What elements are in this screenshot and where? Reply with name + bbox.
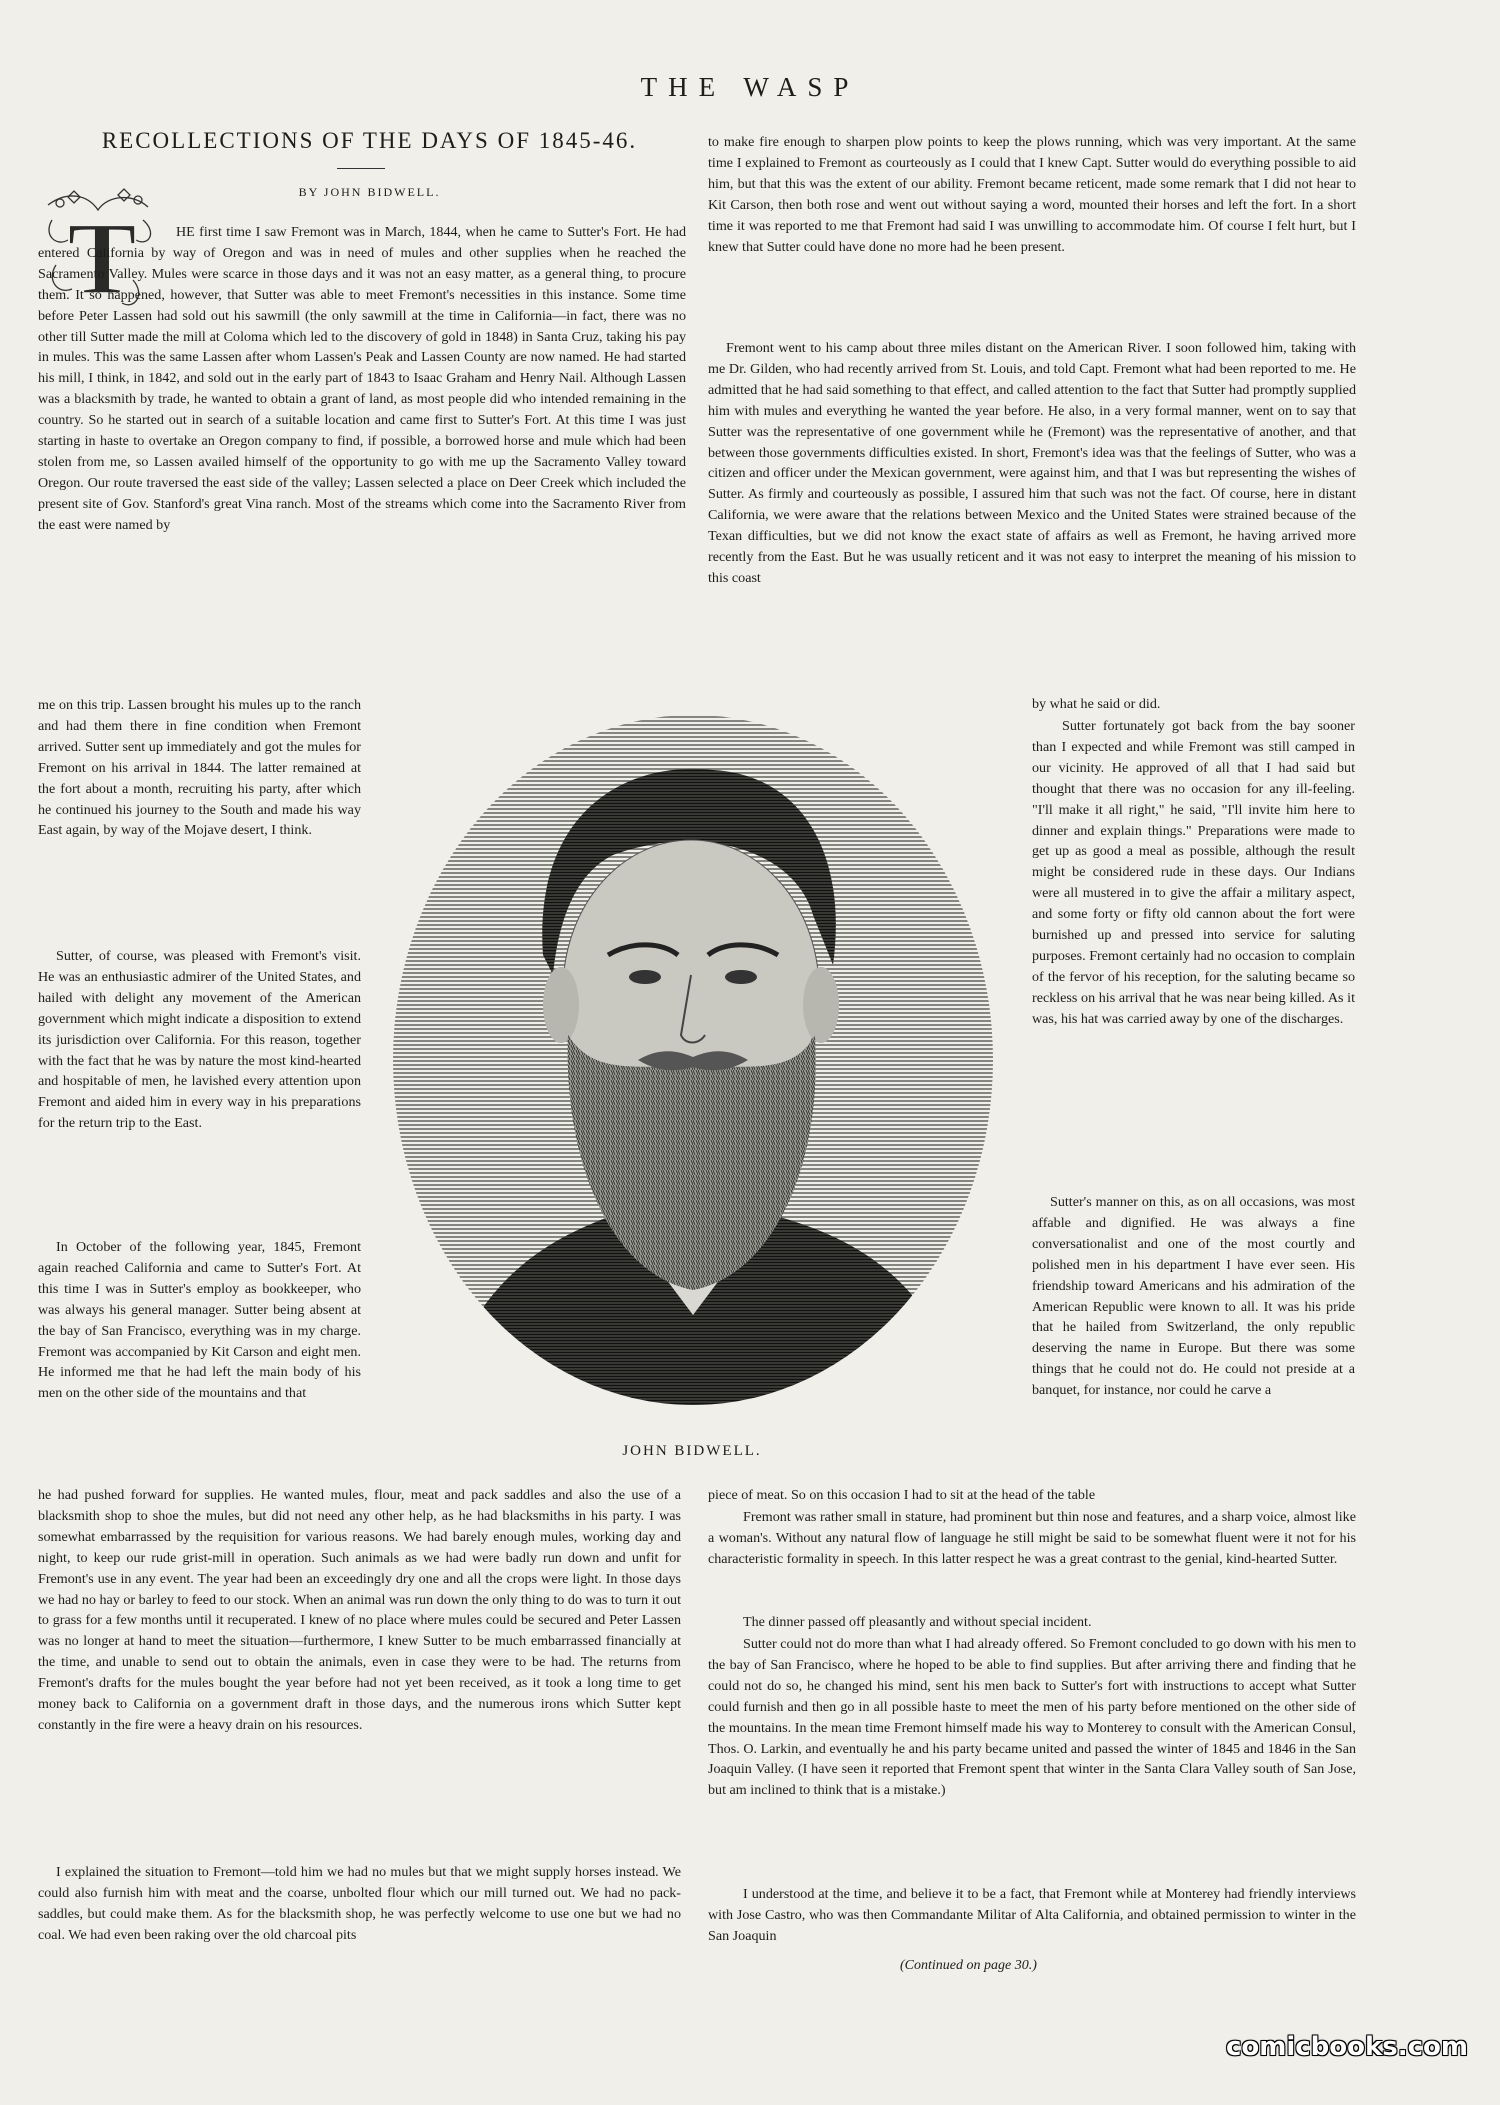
dropcap-letter: T xyxy=(67,201,137,316)
title-rule xyxy=(337,168,385,169)
paragraph: piece of meat. So on this occasion I had to sit at the head of the table xyxy=(708,1487,1096,1503)
paragraph: Sutter fortunately got back from the bay sooner than I expected and while Fremont was still camped in our vicinity. He approved of all that I had said but thought that there was no occasion for any ill-feeling. "I'll make it all right," he said, "I'll invite him here to dinner and explain things." Preparations were made to get up as good a meal as possible, although the result might be considered rude in these days. Our Indians were all mustered in to give the affair a military aspect, and some forty or fifty old cannon about the fort were burnished up and pressed into service for saluting purposes. Fremont certainly had no occasion to complain of the fervor of his reception, for the saluting became so reckless on his arrival that he was near being killed. As it was, his hat was carried away by one of the discharges. xyxy=(1032,718,1355,1027)
paragraph: by what he said or did. xyxy=(1032,696,1161,712)
paragraph: to make fire enough to sharpen plow points to keep the plows running, which was very important. At the same time I explained to Fremont as courteously as I could that I knew Capt. Sutter would do everything possible to aid him, but that this was the extent of our ability. Fremont became reticent, made some remark that I did not hear to Kit Carson, then both rose and went out without saying a word, mounted their horses and left the fort. In a short time it was reported to me that Fremont had said I was unwilling to accommodate him. Of course I felt hurt, but I knew that Sutter could have done no more had he been present. xyxy=(708,134,1356,255)
watermark: comicbooks.com xyxy=(1225,2032,1468,2062)
paragraph: I understood at the time, and believe it to be a fact, that Fremont while at Monterey had friendly interviews with Jose Castro, who was then Commandante Militar of Alta California, and obtained permission to winter in the San Joaquin xyxy=(708,1886,1356,1944)
paragraph: he had pushed forward for supplies. He wanted mules, flour, meat and pack saddles and also the use of a blacksmith shop to shoe the mules, but did not need any other help, as he had blacksmiths in his party. I was somewhat embarrassed by the requisition for various reasons. We had barely enough mules, working day and night, to keep our rude grist-mill in operation. Such animals as we had were badly run down and unfit for Fremont's use in any event. The year had been an exceedingly dry one and all the crops were light. In those days we had no hay or barley to feed to our stock. When an animal was run down the only thing to do was to turn it out to grass for a few months until it recuperated. I knew of no place where mules could be secured and Peter Lassen was no longer at hand to meet the situation—furthermore, I knew Sutter to be much embarrassed financially at the time, and unable to send out to obtain the animals, even in case they were to be had. The returns from Fremont's drafts for the mules bought the year before had not yet been received, as it took a long time to get money back to California on a government draft in those days, and the numerous irons which Sutter kept constantly in the fire were a heavy drain on his resources. xyxy=(38,1487,681,1733)
paragraph: Sutter could not do more than what I had already offered. So Fremont concluded to go down with his men to the bay of San Francisco, where he hoped to be able to find supplies. But after arriving there and finding that he could not do so, he changed his mind, sent his men back to Sutter's fort with instructions to accept what Sutter could furnish and then go in all possible haste to meet the men of his party before mentioned on the other side of the mountains. In the mean time Fremont himself made his way to Monterey to consult with the American Consul, Thos. O. Larkin, and eventually he and his party became united and passed the winter of 1845 and 1846 in the San Joaquin Valley. (I have seen it reported that Fremont spent that winter in the Santa Clara Valley south of San Jose, but am inclined to think that is a mistake.) xyxy=(708,1636,1356,1799)
byline: BY JOHN BIDWELL. xyxy=(298,185,441,199)
paragraph: HE first time I saw Fremont was in March, 1844, when he came to Sutter's Fort. He had entered California by way of Oregon and was in need of mules and other supplies when he reached the Sacramento Valley. Mules were scarce in those days and it was not an easy matter, as a general thing, to procure them. It so happened, however, that Sutter was able to meet Fremont's necessities in this instance. Some time before Peter Lassen had sold out his sawmill (the only sawmill at the time in California—in fact, there was no other till Sutter made the mill at Coloma which led to the discovery of gold in 1848) in Santa Cruz, taking his pay in mules. This was the same Lassen after whom Lassen's Peak and Lassen County are now named. He had started his mill, I think, in 1842, and sold out in the early part of 1843 to Isaac Graham and Henry Nail. Although Lassen was a blacksmith by trade, he wanted to obtain a grant of land, as most people did who intended remaining in the country. So he started out in search of a suitable location and came first to Sutter's Fort. At this time I was just starting in haste to overtake an Oregon company to find, if possible, a borrowed horse and mule which had been stolen from me, so Lassen availed himself of the opportunity to go with me up the Sacramento Valley toward Oregon. Our route traversed the east side of the valley; Lassen selected a place on Deer Creek which included the present site of Gov. Stanford's great Vina ranch. Most of the streams which come into the Sacramento River from the east were named by xyxy=(38,224,686,533)
paragraph: I explained the situation to Fremont—told him we had no mules but that we might supply horses instead. We could also furnish him with meat and the coarse, unbolted flour which our mill turned out. We had no pack-saddles, but could make them. As for the blacksmith shop, he was perfectly welcome to use one but we had no coal. We had even been raking over the old charcoal pits xyxy=(38,1864,681,1943)
masthead: THE WASP xyxy=(640,72,860,102)
article-title: RECOLLECTIONS OF THE DAYS OF 1845-46. xyxy=(101,128,638,153)
paragraph: Sutter's manner on this, as on all occasions, was most affable and dignified. He was always a fine conversationalist and one of the most courtly and polished men in his department I have ever seen. His friendship toward Americans and his admiration of the American Republic were known to all. It was his pride that he hailed from Switzerland, the only republic deserving the name in Europe. But there was some things that he could not do. He could not preside at a banquet, for instance, nor could he carve a xyxy=(1032,1194,1355,1399)
paragraph: me on this trip. Lassen brought his mules up to the ranch and had them there in fine condition when Fremont arrived. Sutter sent up immediately and got the mules for Fremont on his arrival in 1844. The latter remained at the fort about a month, recruiting his party, after which he continued his journey to the South and made his way East again, by way of the Mojave desert, I think. xyxy=(38,697,361,839)
paragraph: Fremont went to his camp about three miles distant on the American River. I soon followed him, taking with me Dr. Gilden, who had recently arrived from St. Louis, and told Capt. Fremont what had been reported to me. He admitted that he had said something to that effect, and called attention to the fact that Sutter had promptly supplied him with mules and everything he wanted the year before. He also, in a very formal manner, went on to say that Sutter was the representative of one government while he (Fremont) was the representative of another, and that between those governments difficulties existed. In short, Fremont's idea was that the feelings of Sutter, who was a citizen and officer under the Mexican government, were against him, and that I was but representing the wishes of Sutter. As firmly and courteously as possible, I assured him that such was not the fact. Of course, here in distant California, we were aware that the relations between Mexico and the United States were strained because of the Texan difficulties, but we did not know the exact state of affairs as well as Fremont, he having arrived more recently from the East. But he was usually reticent and it was not easy to interpret the meaning of his mission to this coast xyxy=(708,340,1356,586)
paragraph: In October of the following year, 1845, Fremont again reached California and came to Sutter's Fort. At this time I was in Sutter's employ as bookkeeper, who was always his general manager. Sutter being absent at the bay of San Francisco, everything was in my charge. Fremont was accompanied by Kit Carson and eight men. He informed me that he had left the main body of his men on the other side of the mountains and that xyxy=(38,1239,361,1402)
paragraph: Fremont was rather small in stature, had prominent but thin nose and features, and a sharp voice, almost like a woman's. Without any natural flow of language he still might be said to be somewhat fluent were it not for his characteristic formality in speech. In this latter respect he was a great contrast to the genial, kind-hearted Sutter. xyxy=(708,1509,1356,1567)
paragraph: The dinner passed off pleasantly and without special incident. xyxy=(743,1614,1092,1630)
portrait-caption: JOHN BIDWELL. xyxy=(622,1443,762,1459)
portrait-engraving xyxy=(393,715,993,1450)
continued-note: (Continued on page 30.) xyxy=(900,1958,1037,1973)
paragraph: Sutter, of course, was pleased with Fremont's visit. He was an enthusiastic admirer of the United States, and hailed with delight any movement of the American government which might indicate a disposition to extend its jurisdiction over California. For this reason, together with the fact that he was by nature the most kind-hearted and hospitable of men, he lavished every attention upon Fremont and aided him in every way in his preparations for the return trip to the East. xyxy=(38,948,361,1132)
